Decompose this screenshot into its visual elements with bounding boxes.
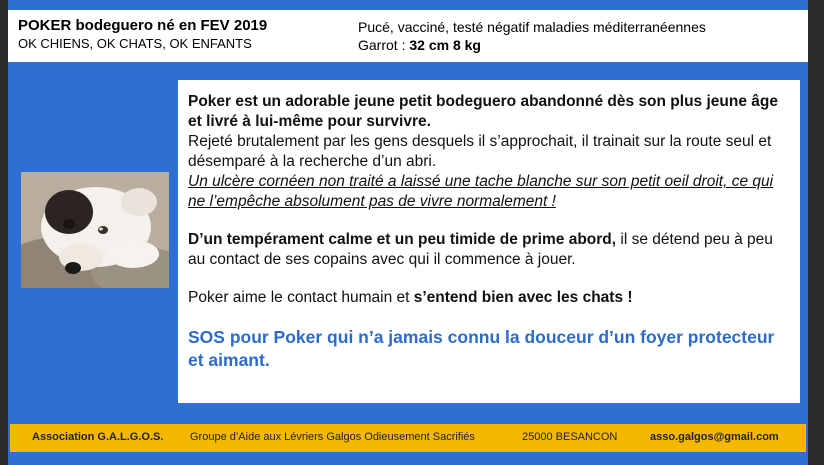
footer-association: Association G.A.L.G.O.S. xyxy=(32,431,164,443)
dog-icon xyxy=(21,172,169,288)
contact-bold: s’entend bien avec les chats ! xyxy=(413,289,633,306)
dog-title: POKER bodeguero né en FEV 2019 xyxy=(18,17,268,34)
header-right xyxy=(358,18,706,54)
temperament-bold: D’un tempérament calme et un peu timide de prime abord, xyxy=(188,231,617,248)
description-content xyxy=(188,92,788,372)
footer-city: 25000 BESANCON xyxy=(522,431,618,443)
size-info xyxy=(358,36,706,54)
footer-email[interactable]: asso.galgos@gmail.com xyxy=(650,431,779,443)
temperament-paragraph xyxy=(188,230,788,270)
temperament-text: il se détend peu à peu au contact de ses copains avec qui il commence à jouer. xyxy=(188,231,773,268)
description-panel xyxy=(178,80,800,403)
contact-text: Poker aime le contact humain et xyxy=(188,289,414,306)
garrot-label: Garrot : xyxy=(358,37,406,53)
contact-paragraph xyxy=(188,288,788,308)
adoption-slide xyxy=(8,0,808,465)
health-info: Pucé, vacciné, testé négatif maladies méditerranéennes xyxy=(358,19,706,35)
dog-compatibility: OK CHIENS, OK CHATS, OK ENFANTS xyxy=(18,36,252,51)
garrot-value: 32 cm 8 kg xyxy=(409,37,481,53)
footer-groupe: Groupe d’Aide aux Lévriers Galgos Odieusement Sacrifiés xyxy=(190,431,475,443)
sos-message: SOS pour Poker qui n’a jamais connu la douceur d’un foyer protecteur et aimant. xyxy=(188,327,775,370)
intro-text: Rejeté brutalement par les gens desquels il s’approchait, il trainait sur la route seul et désemparé à la recherche d’un abri. xyxy=(188,133,772,170)
header-bar xyxy=(8,10,808,62)
dog-photo xyxy=(21,172,169,288)
intro-italic: Un ulcère cornéen non traité a laissé une tache blanche sur son petit oeil droit, ce qui ne l’empêche absolument pas de vivre normalement ! xyxy=(188,173,774,210)
footer-bar xyxy=(10,424,806,452)
intro-bold: Poker est un adorable jeune petit bodeguero abandonné dès son plus jeune âge et livré à lui-même pour survivre. xyxy=(188,93,778,130)
header-left xyxy=(18,17,267,52)
